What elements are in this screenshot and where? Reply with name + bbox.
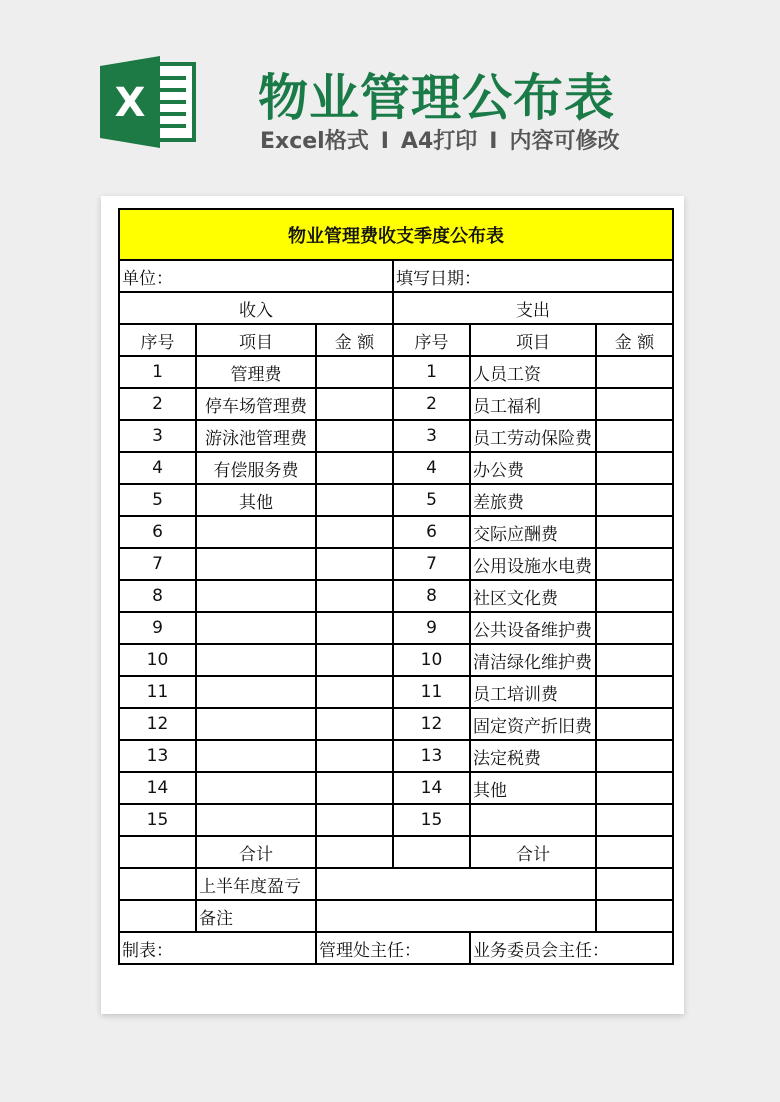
blank-cell[interactable] bbox=[119, 900, 196, 932]
income-amount[interactable] bbox=[316, 388, 393, 420]
expense-amount[interactable] bbox=[596, 420, 673, 452]
expense-no: 5 bbox=[393, 484, 470, 516]
income-amount[interactable] bbox=[316, 580, 393, 612]
income-amount[interactable] bbox=[316, 644, 393, 676]
income-no: 11 bbox=[119, 676, 196, 708]
expense-no: 14 bbox=[393, 772, 470, 804]
page-header bbox=[0, 0, 780, 190]
income-amount[interactable] bbox=[316, 740, 393, 772]
subtitle bbox=[260, 124, 700, 155]
director-field[interactable]: 管理处主任： bbox=[316, 932, 470, 964]
expense-item[interactable]: 员工福利 bbox=[470, 388, 596, 420]
expense-no: 1 bbox=[393, 356, 470, 388]
expense-amount[interactable] bbox=[596, 740, 673, 772]
table-row bbox=[119, 644, 673, 676]
logo-letter: X bbox=[114, 80, 146, 126]
income-no: 15 bbox=[119, 804, 196, 836]
expense-item[interactable]: 法定税费 bbox=[470, 740, 596, 772]
income-no: 3 bbox=[119, 420, 196, 452]
maker-field[interactable]: 制表： bbox=[119, 932, 316, 964]
table-row bbox=[119, 772, 673, 804]
committee-field[interactable]: 业务委员会主任： bbox=[470, 932, 673, 964]
blank-cell[interactable] bbox=[596, 900, 673, 932]
blank-cell[interactable] bbox=[119, 836, 196, 868]
signature-row bbox=[119, 932, 673, 964]
income-item[interactable] bbox=[196, 708, 316, 740]
income-item[interactable]: 停车场管理费 bbox=[196, 388, 316, 420]
expense-item[interactable]: 固定资产折旧费 bbox=[470, 708, 596, 740]
income-item[interactable] bbox=[196, 516, 316, 548]
table-row bbox=[119, 356, 673, 388]
income-no: 2 bbox=[119, 388, 196, 420]
expense-amount[interactable] bbox=[596, 708, 673, 740]
expense-item[interactable]: 公共设备维护费 bbox=[470, 612, 596, 644]
expense-no: 7 bbox=[393, 548, 470, 580]
expense-no: 12 bbox=[393, 708, 470, 740]
table-row bbox=[119, 708, 673, 740]
income-amount[interactable] bbox=[316, 484, 393, 516]
expense-item[interactable]: 交际应酬费 bbox=[470, 516, 596, 548]
income-no: 13 bbox=[119, 740, 196, 772]
income-no: 5 bbox=[119, 484, 196, 516]
excel-logo-icon bbox=[100, 56, 198, 148]
expense-total-amount[interactable] bbox=[596, 836, 673, 868]
income-item[interactable] bbox=[196, 740, 316, 772]
income-item[interactable] bbox=[196, 580, 316, 612]
blank-cell[interactable] bbox=[119, 868, 196, 900]
expense-no: 13 bbox=[393, 740, 470, 772]
col-amount-header: 金 额 bbox=[316, 324, 393, 356]
income-no: 8 bbox=[119, 580, 196, 612]
expense-item[interactable]: 公用设施水电费 bbox=[470, 548, 596, 580]
income-amount[interactable] bbox=[316, 516, 393, 548]
table-row bbox=[119, 804, 673, 836]
document-sheet bbox=[101, 196, 684, 1014]
expense-no: 3 bbox=[393, 420, 470, 452]
expense-no: 2 bbox=[393, 388, 470, 420]
expense-item[interactable]: 人员工资 bbox=[470, 356, 596, 388]
table-row bbox=[119, 612, 673, 644]
income-amount[interactable] bbox=[316, 676, 393, 708]
table-row bbox=[119, 516, 673, 548]
subtitle-format: Excel格式 bbox=[260, 129, 369, 154]
expense-item[interactable]: 其他 bbox=[470, 772, 596, 804]
income-total-amount[interactable] bbox=[316, 836, 393, 868]
expense-amount[interactable] bbox=[596, 452, 673, 484]
income-item[interactable] bbox=[196, 612, 316, 644]
expense-amount[interactable] bbox=[596, 516, 673, 548]
unit-row bbox=[119, 260, 673, 292]
expense-no: 4 bbox=[393, 452, 470, 484]
income-header: 收入 bbox=[119, 292, 393, 324]
half-year-value[interactable] bbox=[316, 868, 596, 900]
table-row bbox=[119, 452, 673, 484]
expense-no: 9 bbox=[393, 612, 470, 644]
blank-cell[interactable] bbox=[393, 836, 470, 868]
subtitle-print: A4打印 bbox=[400, 129, 478, 154]
blank-cell[interactable] bbox=[596, 868, 673, 900]
expense-no: 6 bbox=[393, 516, 470, 548]
expense-amount[interactable] bbox=[596, 644, 673, 676]
expense-amount[interactable] bbox=[596, 548, 673, 580]
expense-amount[interactable] bbox=[596, 484, 673, 516]
income-no: 14 bbox=[119, 772, 196, 804]
income-amount[interactable] bbox=[316, 804, 393, 836]
remark-row bbox=[119, 900, 673, 932]
expense-item[interactable] bbox=[470, 804, 596, 836]
expense-header: 支出 bbox=[393, 292, 673, 324]
income-no: 12 bbox=[119, 708, 196, 740]
total-row bbox=[119, 836, 673, 868]
unit-field[interactable]: 单位： bbox=[119, 260, 393, 292]
income-item[interactable] bbox=[196, 676, 316, 708]
expense-no: 10 bbox=[393, 644, 470, 676]
sheet-title-row bbox=[119, 209, 673, 260]
expense-amount[interactable] bbox=[596, 676, 673, 708]
income-amount[interactable] bbox=[316, 452, 393, 484]
expense-total-label: 合计 bbox=[470, 836, 596, 868]
fee-table bbox=[118, 208, 674, 965]
expense-item[interactable]: 办公费 bbox=[470, 452, 596, 484]
col-item-header: 项目 bbox=[196, 324, 316, 356]
date-field[interactable]: 填写日期： bbox=[393, 260, 673, 292]
col-amount-header: 金 额 bbox=[596, 324, 673, 356]
expense-amount[interactable] bbox=[596, 804, 673, 836]
expense-item[interactable]: 员工劳动保险费 bbox=[470, 420, 596, 452]
income-item[interactable] bbox=[196, 772, 316, 804]
table-row bbox=[119, 484, 673, 516]
income-no: 4 bbox=[119, 452, 196, 484]
income-no: 9 bbox=[119, 612, 196, 644]
column-header-row bbox=[119, 324, 673, 356]
expense-no: 15 bbox=[393, 804, 470, 836]
table-row bbox=[119, 388, 673, 420]
table-row bbox=[119, 740, 673, 772]
income-item[interactable] bbox=[196, 804, 316, 836]
col-no-header: 序号 bbox=[393, 324, 470, 356]
table-row bbox=[119, 580, 673, 612]
expense-amount[interactable] bbox=[596, 388, 673, 420]
page-title: 物业管理公布表 bbox=[258, 69, 615, 127]
income-amount[interactable] bbox=[316, 548, 393, 580]
half-year-label: 上半年度盈亏 bbox=[196, 868, 316, 900]
subtitle-separator: I bbox=[380, 129, 389, 154]
table-row bbox=[119, 548, 673, 580]
income-item[interactable]: 管理费 bbox=[196, 356, 316, 388]
half-year-row bbox=[119, 868, 673, 900]
income-item[interactable] bbox=[196, 644, 316, 676]
income-item[interactable] bbox=[196, 548, 316, 580]
expense-item[interactable]: 员工培训费 bbox=[470, 676, 596, 708]
income-amount[interactable] bbox=[316, 772, 393, 804]
expense-no: 8 bbox=[393, 580, 470, 612]
income-no: 1 bbox=[119, 356, 196, 388]
table-row bbox=[119, 420, 673, 452]
expense-amount[interactable] bbox=[596, 580, 673, 612]
expense-item[interactable]: 清洁绿化维护费 bbox=[470, 644, 596, 676]
expense-item[interactable]: 差旅费 bbox=[470, 484, 596, 516]
income-no: 7 bbox=[119, 548, 196, 580]
income-item[interactable]: 其他 bbox=[196, 484, 316, 516]
subtitle-separator: I bbox=[489, 129, 498, 154]
income-amount[interactable] bbox=[316, 708, 393, 740]
income-no: 6 bbox=[119, 516, 196, 548]
col-item-header: 项目 bbox=[470, 324, 596, 356]
col-no-header: 序号 bbox=[119, 324, 196, 356]
income-amount[interactable] bbox=[316, 356, 393, 388]
income-total-label: 合计 bbox=[196, 836, 316, 868]
income-item[interactable]: 游泳池管理费 bbox=[196, 420, 316, 452]
remark-label: 备注 bbox=[196, 900, 316, 932]
subtitle-editable: 内容可修改 bbox=[509, 129, 620, 154]
table-row bbox=[119, 676, 673, 708]
income-no: 10 bbox=[119, 644, 196, 676]
expense-no: 11 bbox=[393, 676, 470, 708]
expense-item[interactable]: 社区文化费 bbox=[470, 580, 596, 612]
income-item[interactable]: 有偿服务费 bbox=[196, 452, 316, 484]
sheet-title: 物业管理费收支季度公布表 bbox=[119, 209, 673, 260]
remark-value[interactable] bbox=[316, 900, 596, 932]
income-amount[interactable] bbox=[316, 420, 393, 452]
expense-amount[interactable] bbox=[596, 772, 673, 804]
expense-amount[interactable] bbox=[596, 356, 673, 388]
income-amount[interactable] bbox=[316, 612, 393, 644]
expense-amount[interactable] bbox=[596, 612, 673, 644]
section-row bbox=[119, 292, 673, 324]
